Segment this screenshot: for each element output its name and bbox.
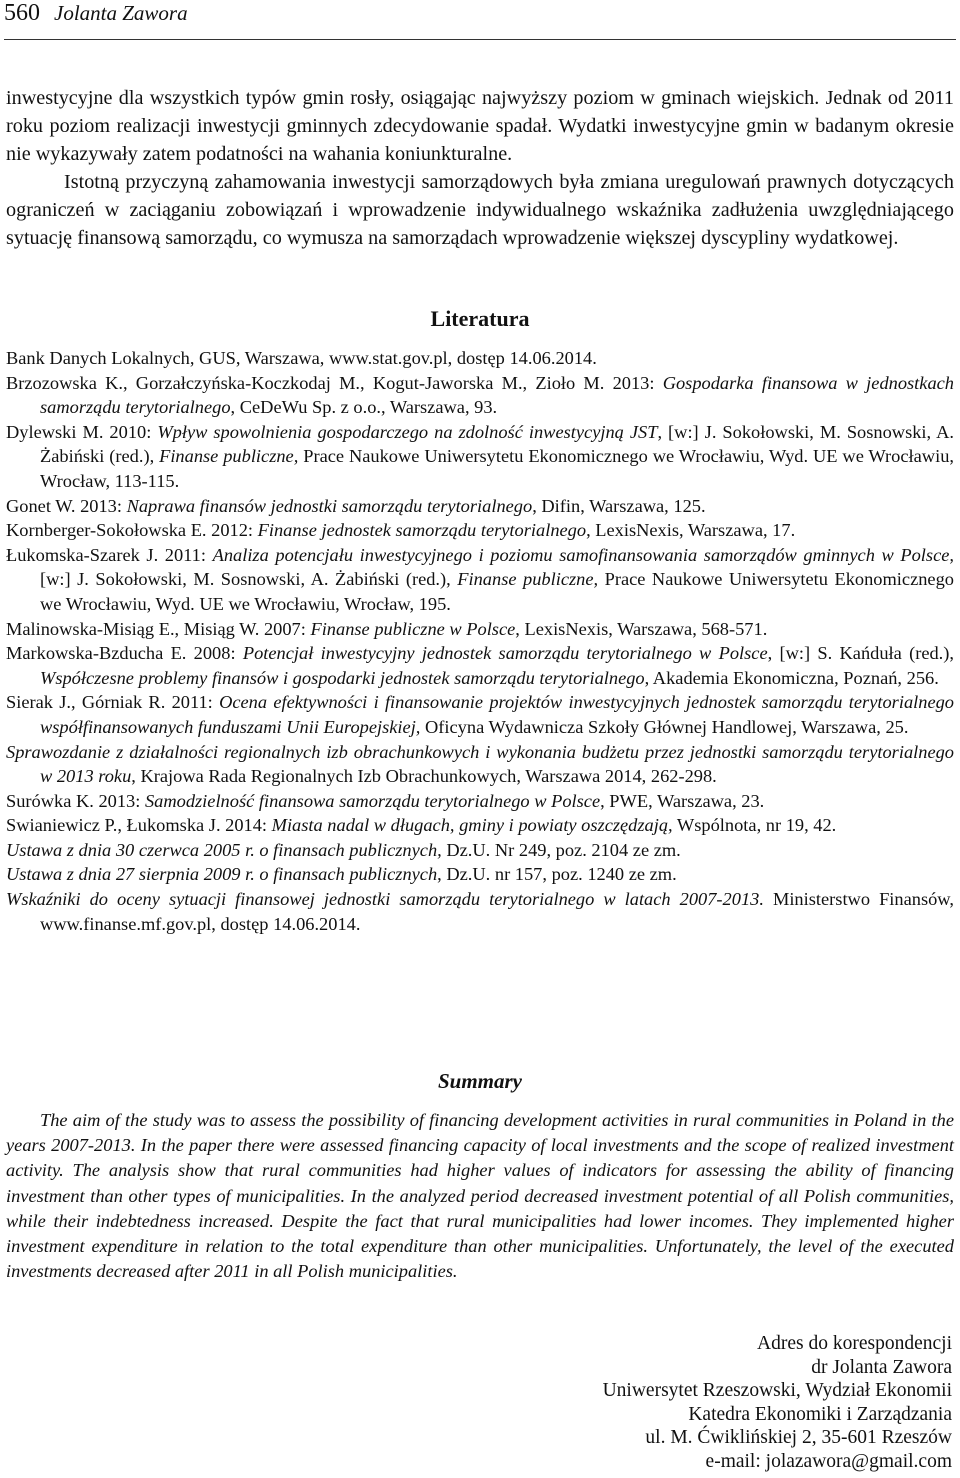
reference-item: Surówka K. 2013: Samodzielność finansowa samorządu terytorialnego w Polsce, PWE, Warszawa, 23. bbox=[6, 790, 765, 811]
header-rule bbox=[4, 39, 956, 40]
address-line: Katedra Ekonomiki i Zarządzania bbox=[688, 1403, 952, 1425]
reference-item: Gonet W. 2013: Naprawa finansów jednostki samorządu terytorialnego, Difin, Warszawa, 125. bbox=[6, 495, 706, 516]
address-line: dr Jolanta Zawora bbox=[811, 1356, 952, 1378]
correspondence-address bbox=[603, 1332, 952, 1474]
reference-item: Brzozowska K., Gorzałczyńska-Koczkodaj M., Kogut-Jaworska M., Zioło M. 2013: Gospodarka finansowa w jednostkach samorządu terytorialnego, CeDeWu Sp. z o.o., Warszawa, 93. bbox=[6, 372, 955, 418]
address-line: e-mail: jolazawora@gmail.com bbox=[705, 1450, 952, 1472]
reference-item: Dylewski M. 2010: Wpływ spowolnienia gospodarczego na zdolność inwestycyjną JST, [w:] J. Sokołowski, M. Sosnowski, A. Żabiński (red.), Finanse publiczne, Prace Naukowe Uniwersytetu Ekonomicznego we Wrocławiu, Wyd. UE we Wrocławiu, Wrocław, 113-115. bbox=[6, 421, 954, 491]
reference-item: Sprawozdanie z działalności regionalnych izb obrachunkowych i wykonania budżetu przez jednostki samorządu terytorialnego w 2013 roku, Krajowa Rada Regionalnych Izb Obrachunkowych, Warszawa 2014, 262-298. bbox=[6, 741, 954, 787]
reference-item: Wskaźniki do oceny sytuacji finansowej jednostki samorządu terytorialnego w latach 2007-2013. Ministerstwo Finansów, www.finanse.mf.gov.pl, dostęp 14.06.2014. bbox=[6, 889, 954, 934]
paragraph: inwestycyjne dla wszystkich typów gmin rosły, osiągając najwyższy poziom w gminach wiejskich. Jednak od 2011 roku poziom realizacji inwestycji gminnych zdecydowanie spadał. Wydatki inwestycyjne gmin w badanym okresie nie wykazywały zatem podatności na wahania koniunkturalne. bbox=[6, 87, 954, 165]
reference-item: Markowska-Bzducha E. 2008: Potencjał inwestycyjny jednostek samorządu terytorialnego w Polsce, [w:] S. Kańduła (red.), Współczesne problemy finansów i gospodarki jednostek samorządu terytorialnego, Akademia Ekonomiczna, Poznań, 256. bbox=[6, 643, 954, 688]
literature-heading: Literatura bbox=[430, 306, 530, 331]
address-line: Uniwersytet Rzeszowski, Wydział Ekonomii bbox=[602, 1380, 952, 1402]
page-number: 560 bbox=[4, 0, 40, 26]
running-author: Jolanta Zawora bbox=[54, 1, 188, 25]
summary-text: The aim of the study was to assess the possibility of financing development activities in rural communities in Poland in the years 2007-2013. In the paper there were assessed financing capacity of local investments and the scope of realized investment activity. The analysis show that rural communities had higher values of indicators for assessing the ability of financing investment than other types of municipalities. In the analyzed period decreased investment potential of all Polish communities, while their indebtedness increased. Despite the fact that rural municipalities had lower incomes. They implemented higher investment expenditure in relation to the total expenditure than other municipalities. Unfortunately, the level of the executed investments decreased after 2011 in all Polish municipalities. bbox=[6, 1110, 954, 1282]
reference-item: Kornberger-Sokołowska E. 2012: Finanse jednostek samorządu terytorialnego, LexisNexis, Warszawa, 17. bbox=[6, 520, 796, 541]
reference-item: Swianiewicz P., Łukomska J. 2014: Miasta nadal w długach, gminy i powiaty oszczędzają, Wspólnota, nr 19, 42. bbox=[6, 815, 837, 836]
address-line: Adres do korespondencji bbox=[757, 1333, 952, 1354]
address-line: ul. M. Ćwiklińskiej 2, 35-601 Rzeszów bbox=[645, 1427, 952, 1449]
reference-item: Łukomska-Szarek J. 2011: Analiza potencjału inwestycyjnego i poziomu samofinansowania samorządów gminnych w Polsce, [w:] J. Sokołowski, M. Sosnowski, A. Żabiński (red.), Finanse publiczne, Prace Naukowe Uniwersytetu Ekonomicznego we Wrocławiu, Wyd. UE we Wrocławiu, Wrocław, 195. bbox=[6, 544, 954, 614]
reference-item: Malinowska-Misiąg E., Misiąg W. 2007: Finanse publiczne w Polsce, LexisNexis, Warszawa, 568-571. bbox=[6, 618, 768, 639]
reference-list bbox=[6, 346, 954, 936]
paragraph: Istotną przyczyną zahamowania inwestycji samorządowych była zmiana uregulowań prawnych dotyczących ograniczeń w zaciąganiu zobowiązań i wprowadzenie indywidualnego wskaźnika zadłużenia uwzględniającego sytuację finansową samorządu, co wymusza na samorządach wprowadzenie większej dyscypliny wydatkowej. bbox=[6, 171, 954, 249]
reference-item: Sierak J., Górniak R. 2011: Ocena efektywności i finansowanie projektów inwestycyjnych jednostek samorządu terytorialnego współfinansowanych funduszami Unii Europejskiej, Oficyna Wydawnicza Szkoły Głównej Handlowej, Warszawa, 25. bbox=[6, 692, 954, 737]
body-text bbox=[6, 84, 954, 252]
reference-item: Bank Danych Lokalnych, GUS, Warszawa, www.stat.gov.pl, dostęp 14.06.2014. bbox=[6, 348, 597, 368]
summary-heading: Summary bbox=[437, 1069, 523, 1093]
reference-item: Ustawa z dnia 30 czerwca 2005 r. o finansach publicznych, Dz.U. Nr 249, poz. 2104 ze zm. bbox=[6, 839, 681, 860]
reference-item: Ustawa z dnia 27 sierpnia 2009 r. o finansach publicznych, Dz.U. nr 157, poz. 1240 ze zm. bbox=[6, 864, 677, 885]
running-head bbox=[4, 0, 188, 30]
